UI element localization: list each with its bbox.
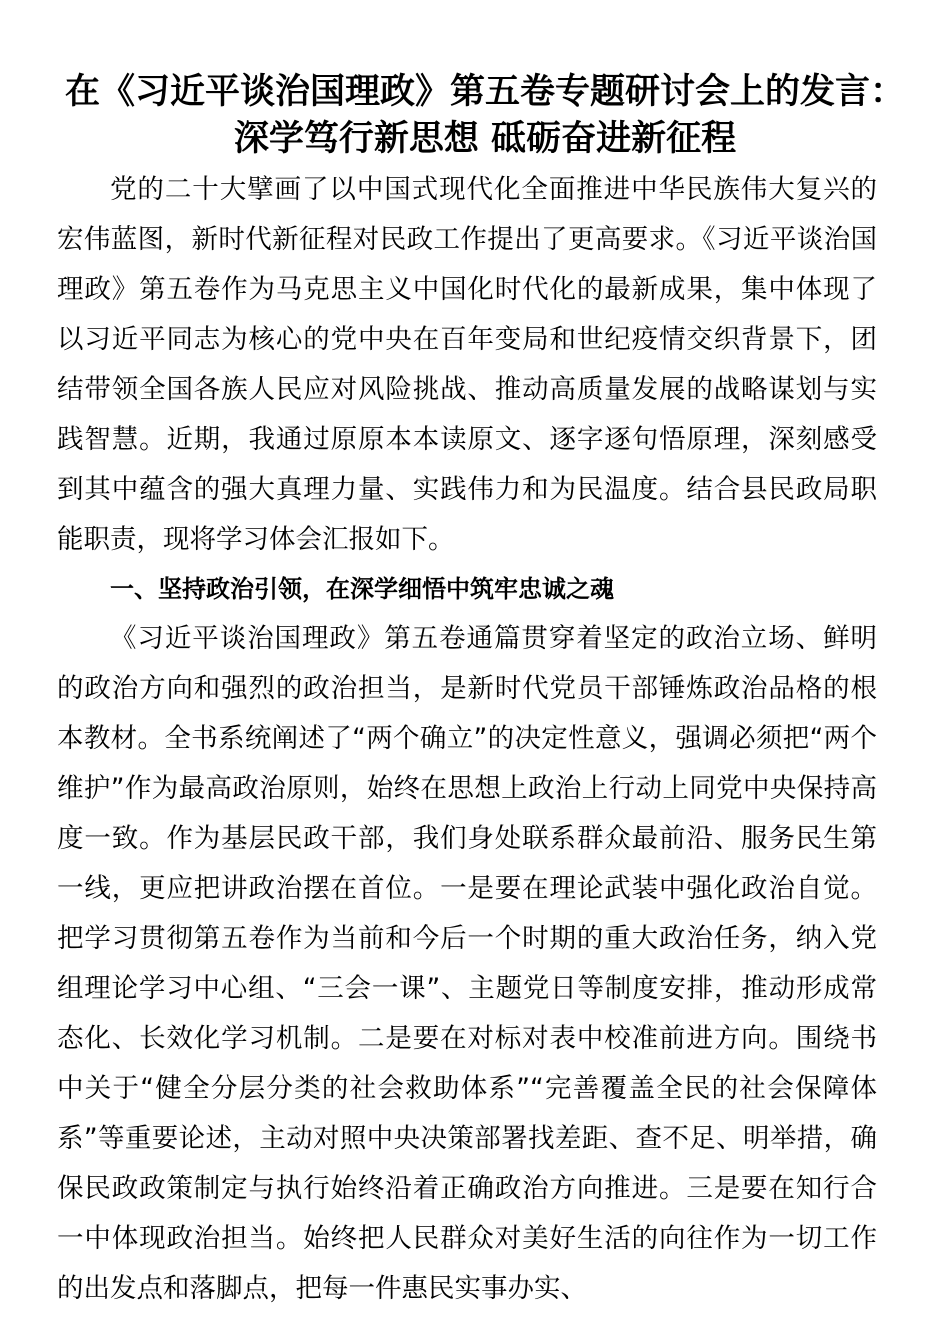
section-1-paragraph: 《习近平谈治国理政》第五卷通篇贯穿着坚定的政治立场、鲜明的政治方向和强烈的政治担当，是新时代党员干部锤炼政治品格的根本教材。全书系统阐述了“两个确立”的决定性意义，强调必须把“两个维护”作为最高政治原则，始终在思想上政治上行动上同党中央保持高度一致。作为基层民政干部，我们身处联系群众最前沿、服务民生第一线，更应把讲政治摆在首位。一是要在理论武装中强化政治自觉。把学习贯彻第五卷作为当前和今后一个时期的重大政治任务，纳入党组理论学习中心组、“三会一课”、主题党日等制度安排，推动形成常态化、长效化学习机制。二是要在对标对表中校准前进方向。围绕书中关于“健全分层分类的社会救助体系”“完善覆盖全民的社会保障体系”等重要论述，主动对照中央决策部署找差距、查不足、明举措，确保民政政策制定与执行始终沿着正确政治方向推进。三是要在知行合一中体现政治担当。始终把人民群众对美好生活的向往作为一切工作的出发点和落脚点，把每一件惠民实事办实、 xyxy=(57,623,877,1304)
document-title-line-1: 在《习近平谈治国理政》第五卷专题研讨会上的发言： xyxy=(64,72,905,112)
section-heading-1: 一、坚持政治引领，在深学细悟中筑牢忠诚之魂 xyxy=(110,575,614,603)
intro-paragraph: 党的二十大擘画了以中国式现代化全面推进中华民族伟大复兴的宏伟蓝图，新时代新征程对民政工作提出了更高要求。《习近平谈治国理政》第五卷作为马克思主义中国化时代化的最新成果，集中体现了以习近平同志为核心的党中央在百年变局和世纪疫情交织背景下，团结带领全国各族人民应对风险挑战、推动高质量发展的战略谋划与实践智慧。近期，我通过原原本本读原文、逐字逐句悟原理，深刻感受到其中蕴含的强大真理力量、实践伟力和为民温度。结合县民政局职能职责，现将学习体会汇报如下。 xyxy=(57,174,877,555)
document-title-line-2: 深学笃行新思想 砥砺奋进新征程 xyxy=(233,119,737,159)
